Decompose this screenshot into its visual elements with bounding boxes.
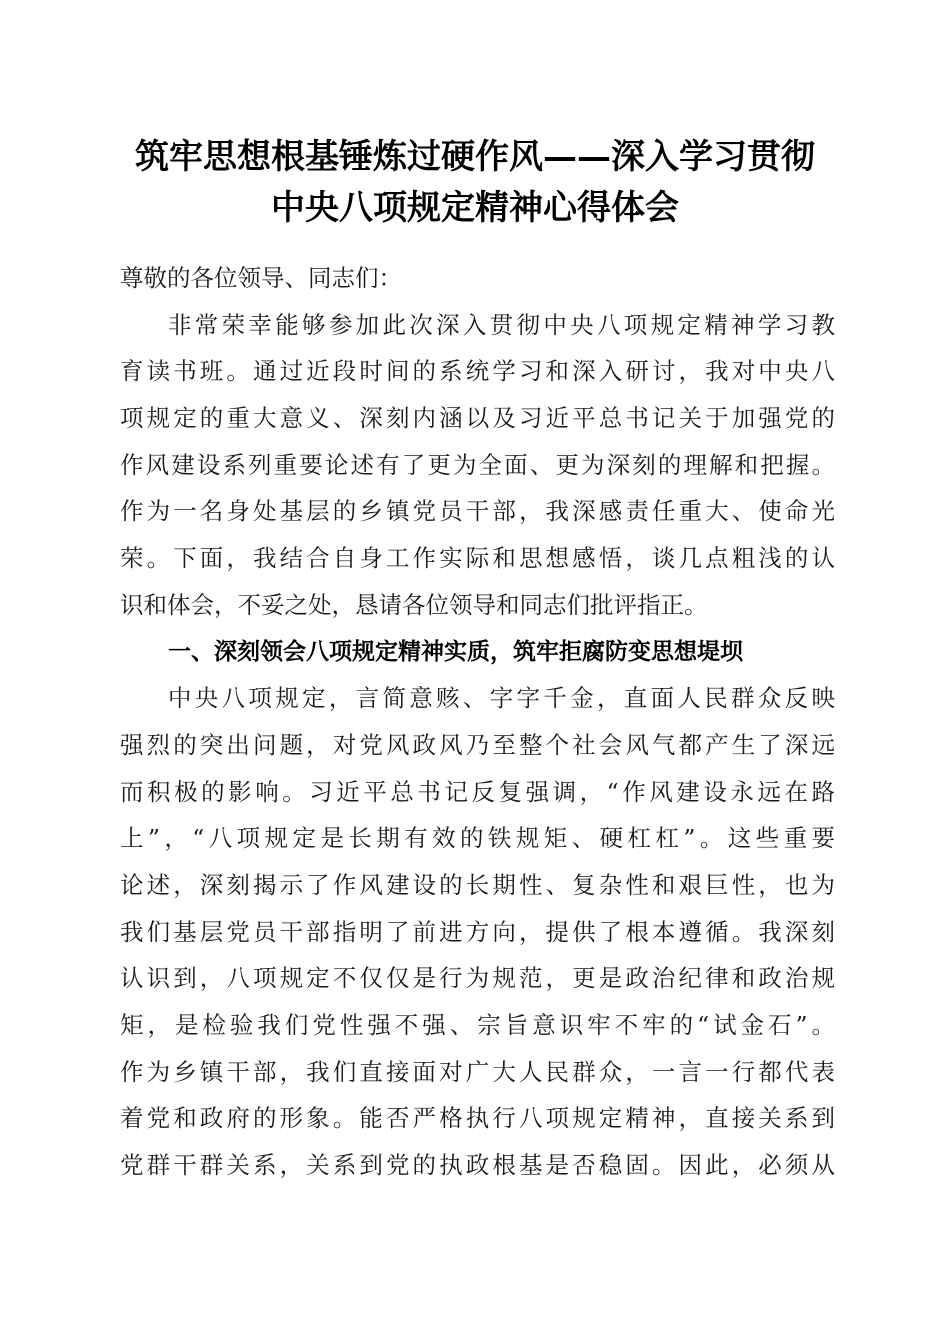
paragraph-1-line: 非常荣幸能够参加此次深入贯彻中央八项规定精神学习教 — [168, 310, 835, 339]
paragraph-1-line: 作为一名身处基层的乡镇党员干部，我深感责任重大、使命光 — [120, 497, 835, 526]
paragraph-1-line: 荣。下面，我结合自身工作实际和思想感悟，谈几点粗浅的认 — [120, 544, 835, 573]
paragraph-2-line: 矩，是检验我们党性强不强、宗旨意识牢不牢的“试金石”。 — [120, 1011, 835, 1039]
paragraph-2-line: 认识到，八项规定不仅仅是行为规范，更是政治纪律和政治规 — [120, 964, 835, 993]
paragraph-2-line: 中央八项规定，言简意赅、字字千金，直面人民群众反映 — [168, 684, 835, 713]
title-line-2: 中央八项规定精神心得体会 — [271, 188, 679, 228]
paragraph-1-line: 育读书班。通过近段时间的系统学习和深入研讨，我对中央八 — [120, 357, 835, 386]
paragraph-2-line: 上”，“八项规定是长期有效的铁规矩、硬杠杠”。这些重要 — [120, 824, 835, 853]
salutation: 尊敬的各位领导、同志们： — [120, 264, 402, 292]
paragraph-2-line: 我们基层党员干部指明了前进方向，提供了根本遵循。我深刻 — [120, 917, 835, 946]
paragraph-2-line: 着党和政府的形象。能否严格执行八项规定精神，直接关系到 — [120, 1104, 835, 1133]
section-heading-1: 一、深刻领会八项规定精神实质，筑牢拒腐防变思想堤坝 — [168, 638, 743, 665]
paragraph-1-line: 项规定的重大意义、深刻内涵以及习近平总书记关于加强党的 — [120, 404, 835, 433]
paragraph-2-line: 论述，深刻揭示了作风建设的长期性、复杂性和艰巨性，也为 — [120, 870, 835, 899]
paragraph-2-line: 而积极的影响。习近平总书记反复强调，“作风建设永远在路 — [120, 777, 835, 806]
paragraph-2-line: 强烈的突出问题，对党风政风乃至整个社会风气都产生了深远 — [120, 730, 835, 759]
paragraph-1-line: 作风建设系列重要论述有了更为全面、更为深刻的理解和把握。 — [120, 450, 835, 479]
paragraph-2-line: 作为乡镇干部，我们直接面对广大人民群众，一言一行都代表 — [120, 1057, 835, 1086]
paragraph-2-line: 党群干群关系，关系到党的执政根基是否稳固。因此，必须从 — [120, 1151, 835, 1180]
document-body — [120, 255, 835, 1189]
paragraph-1-line: 识和体会，不妥之处，恳请各位领导和同志们批评指正。 — [120, 590, 708, 619]
document-title — [110, 132, 840, 234]
title-line-1: 筑牢思想根基锤炼过硬作风——深入学习贯彻 — [135, 137, 815, 177]
